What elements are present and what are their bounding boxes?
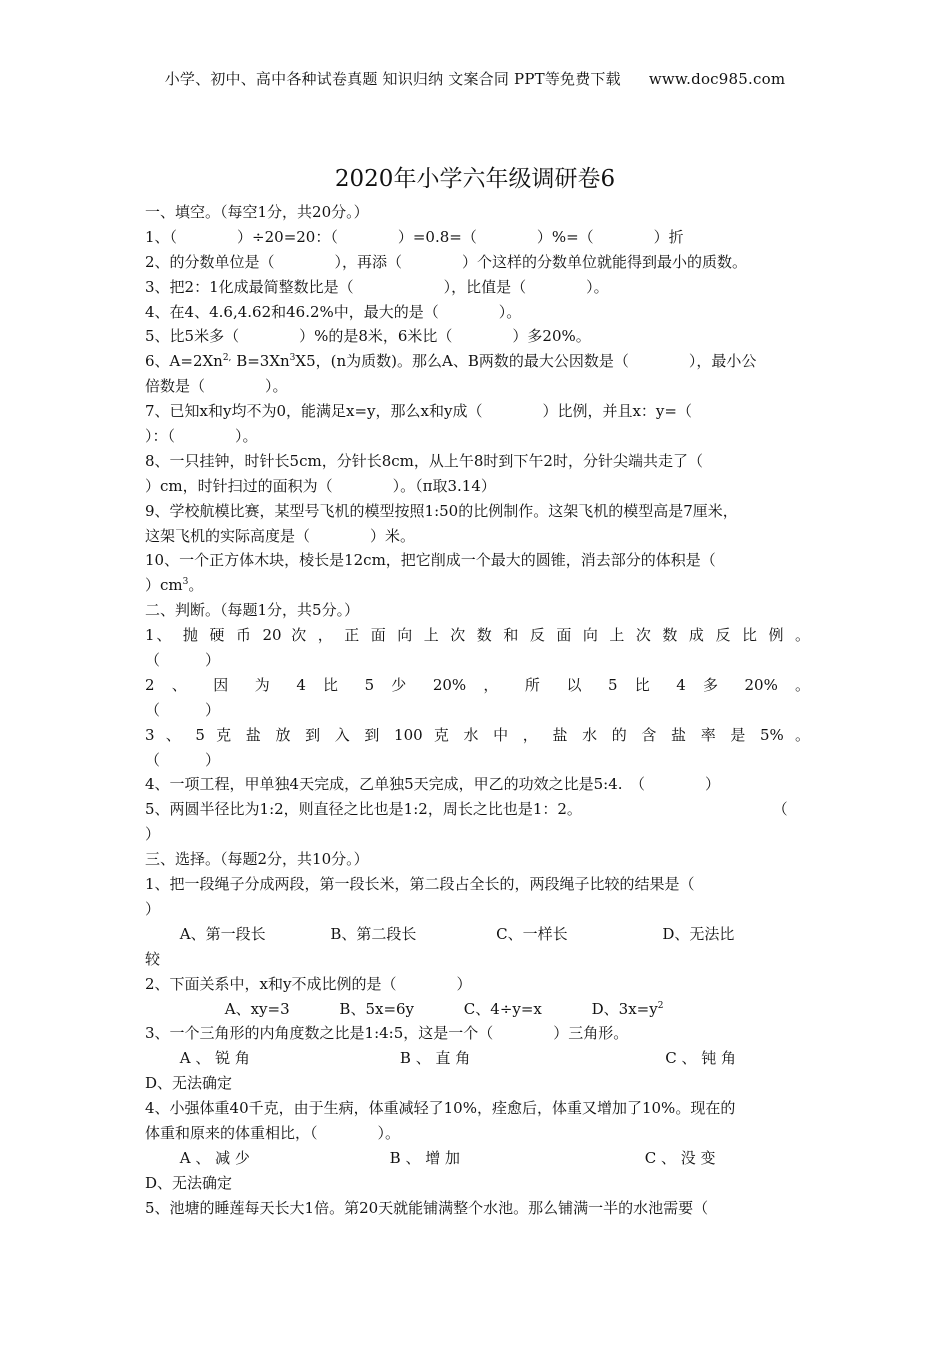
exam-line xyxy=(145,300,810,325)
line-text: D、无法确定 xyxy=(145,1074,233,1093)
line-text: 4、在4、4.6,4.62和46.2%中，最大的是（ ）。 xyxy=(145,302,522,321)
exam-line xyxy=(145,947,810,972)
exam-line xyxy=(145,524,810,549)
line-text: 6、A=2Xn xyxy=(145,352,223,371)
exam-line xyxy=(145,1146,810,1171)
exam-line xyxy=(145,797,810,822)
exam-line xyxy=(145,997,810,1022)
header-text: 小学、初中、高中各种试卷真题 知识归纳 文案合同 PPT等免费下载 xyxy=(164,70,621,88)
exam-line xyxy=(145,424,810,449)
exam-line xyxy=(145,723,810,748)
exam-line xyxy=(145,598,810,623)
line-text: 1、（ ）÷20=20：（ ）=0.8=（ ）%=（ ）折 xyxy=(145,227,684,246)
superscript: 2 xyxy=(657,1000,664,1011)
exam-line xyxy=(145,399,810,424)
line-text: 2、的分数单位是（ ），再添（ ）个这样的分数单位就能得到最小的质数。 xyxy=(145,252,748,271)
line-text: 3 、 5 克 盐 放 到 入 到 100 克 水 中 ， 盐 水 的 含 盐 率 是 5% 。 xyxy=(145,725,810,744)
line-text: 4、小强体重40千克，由于生病，体重减轻了10%，痊愈后，体重又增加了10%。现在的 xyxy=(145,1099,736,1118)
exam-line xyxy=(145,349,810,374)
exam-line xyxy=(145,374,810,399)
line-text: 体重和原来的体重相比，（ ）。 xyxy=(145,1123,401,1142)
line-text: 10、一个正方体木块，棱长是12cm，把它削成一个最大的圆锥，消去部分的体积是（ xyxy=(145,551,716,570)
exam-line xyxy=(145,673,810,698)
exam-line xyxy=(145,573,810,598)
exam-line xyxy=(145,548,810,573)
exam-title: 2020年小学六年级调研卷6 xyxy=(334,166,616,192)
line-text: ）cm，时针扫过的面积为（ ）。（π取3.14） xyxy=(145,476,496,495)
exam-line xyxy=(145,1171,810,1196)
superscript: 2, xyxy=(222,353,232,364)
line-text: 三、选择。（每题2分，共10分。） xyxy=(145,850,369,869)
line-text: 2、下面关系中，x和y不成比例的是（ ） xyxy=(145,974,472,993)
line-text: 3、一个三角形的内角度数之比是1:4:5，这是一个（ ）三角形。 xyxy=(145,1024,629,1043)
line-text: 。 xyxy=(188,576,204,595)
exam-line xyxy=(145,250,810,275)
exam-line xyxy=(145,897,810,922)
exam-line xyxy=(145,200,810,225)
exam-line xyxy=(145,698,810,723)
page-header xyxy=(0,68,950,89)
superscript: 3 xyxy=(289,353,296,364)
line-text: A 、 锐 角 B 、 直 角 C 、 钝 角 xyxy=(145,1049,737,1068)
line-text: 5、比5米多（ ）%的是8米，6米比（ ）多20%。 xyxy=(145,327,591,346)
exam-line xyxy=(145,623,810,648)
exam-line xyxy=(145,822,810,847)
line-text: ） xyxy=(145,825,161,844)
line-text: （ ） xyxy=(145,750,221,769)
line-text: X5，(n为质数)。那么A、B两数的最大公因数是（ ），最小公 xyxy=(295,352,757,371)
line-text: A 、 减 少 B 、 增 加 C 、 没 变 xyxy=(145,1148,716,1167)
line-text: D、无法确定 xyxy=(145,1173,233,1192)
line-text: 8、一只挂钟，时针长5cm，分针长8cm，从上午8时到下午2时，分针尖端共走了（ xyxy=(145,451,703,470)
exam-content xyxy=(145,200,810,1221)
line-text: 9、学校航模比赛，某型号飞机的模型按照1:50的比例制作。这架飞机的模型高是7厘米， xyxy=(145,501,738,520)
line-text: 1、把一段绳子分成两段，第一段长米，第二段占全长的，两段绳子比较的结果是（ xyxy=(145,875,695,894)
exam-line xyxy=(145,324,810,349)
line-text: A、xy=3 B、5x=6y C、4÷y=x D、3x=y xyxy=(145,999,658,1018)
exam-line xyxy=(145,847,810,872)
line-text: 较 xyxy=(145,949,161,968)
exam-line xyxy=(145,499,810,524)
line-text: 7、已知x和y均不为0，能满足x=y，那么x和y成（ ）比例，并且x：y=（ xyxy=(145,402,692,421)
exam-line xyxy=(145,225,810,250)
line-text: 3、把2：1化成最简整数比是（ ），比值是（ ）。 xyxy=(145,277,609,296)
exam-line xyxy=(145,922,810,947)
exam-line xyxy=(145,474,810,499)
exam-line xyxy=(145,1096,810,1121)
line-text: （ ） xyxy=(145,700,221,719)
exam-line xyxy=(145,1021,810,1046)
exam-line xyxy=(145,1196,810,1221)
line-text: ） xyxy=(145,899,161,918)
superscript: 3 xyxy=(182,577,189,588)
line-text: 5、两圆半径比为1:2，则直径之比也是1:2，周长之比也是1：2。 （ xyxy=(145,800,788,819)
line-text: B=3Xn xyxy=(231,352,290,371)
line-text: 一、填空。（每空1分，共20分。） xyxy=(145,203,369,221)
exam-line xyxy=(145,748,810,773)
exam-line xyxy=(145,648,810,673)
exam-line xyxy=(145,972,810,997)
header-site-link[interactable]: www.doc985.com xyxy=(648,70,786,88)
line-text: （ ） xyxy=(145,651,221,670)
line-text: 2 、 因 为 4 比 5 少 20% ， 所 以 5 比 4 多 20% 。 xyxy=(145,675,810,694)
exam-line xyxy=(145,772,810,797)
line-text: ）cm xyxy=(145,576,183,595)
line-text: 1、 抛 硬 币 20 次 ， 正 面 向 上 次 数 和 反 面 向 上 次 数 成 反 比 例 。 xyxy=(145,626,810,645)
line-text: 4、一项工程，甲单独4天完成，乙单独5天完成，甲乙的功效之比是5:4. （ ） xyxy=(145,775,721,794)
exam-line xyxy=(145,872,810,897)
exam-line xyxy=(145,1071,810,1096)
line-text: 5、池塘的睡莲每天长大1倍。第20天就能铺满整个水池。那么铺满一半的水池需要（ xyxy=(145,1198,709,1217)
exam-line xyxy=(145,449,810,474)
line-text: 二、判断。（每题1分，共5分。） xyxy=(145,601,360,620)
line-text: A、第一段长 B、第二段长 C、一样长 D、无法比 xyxy=(145,924,735,943)
exam-line xyxy=(145,275,810,300)
line-text: ）：（ ）。 xyxy=(145,427,258,446)
line-text: 倍数是（ ）。 xyxy=(145,377,288,396)
line-text: 这架飞机的实际高度是（ ）米。 xyxy=(145,526,416,545)
exam-line xyxy=(145,1121,810,1146)
exam-line xyxy=(145,1046,810,1071)
